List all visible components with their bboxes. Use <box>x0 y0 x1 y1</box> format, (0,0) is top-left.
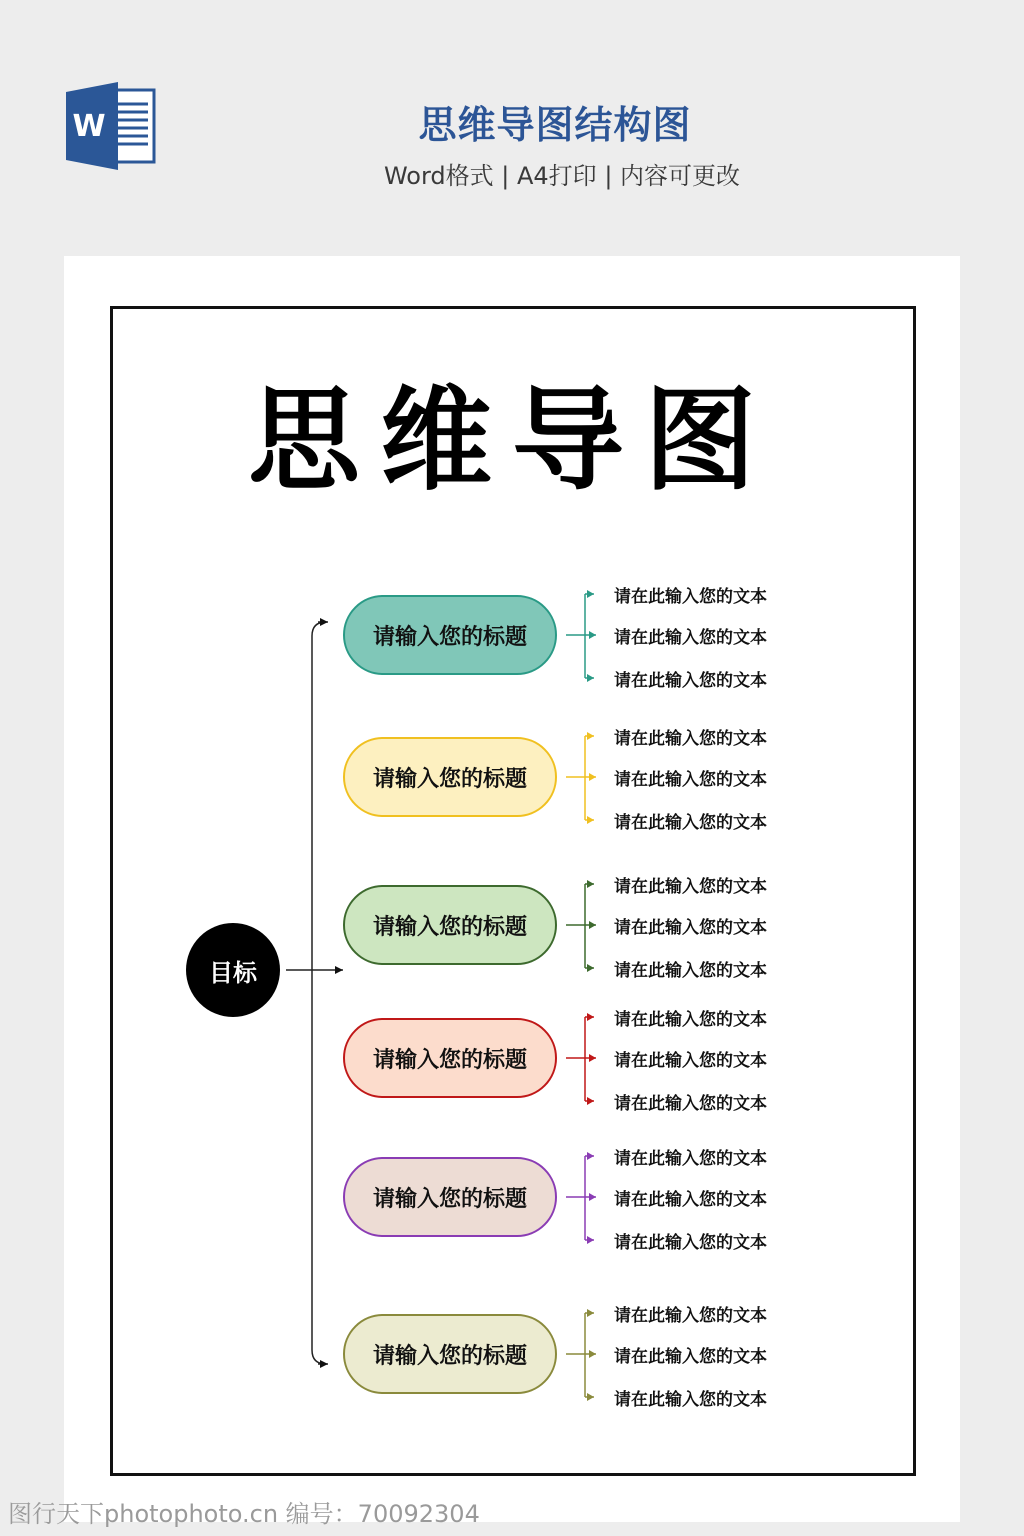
branch-node: 请输入您的标题 <box>343 1018 557 1098</box>
leaf-text: 请在此输入您的文本 <box>614 770 767 790</box>
leaf-text: 请在此输入您的文本 <box>614 628 767 648</box>
leaf-text: 请在此输入您的文本 <box>614 1010 767 1030</box>
document-title: 思维导图 <box>248 376 776 506</box>
branch-node: 请输入您的标题 <box>343 1157 557 1237</box>
branch-lines <box>566 594 596 1397</box>
leaf-text: 请在此输入您的文本 <box>614 877 767 897</box>
branch-node: 请输入您的标题 <box>343 595 557 675</box>
header-title: 思维导图结构图 <box>418 103 692 147</box>
root-node: 目标 <box>186 923 280 1017</box>
leaf-text: 请在此输入您的文本 <box>614 1306 767 1326</box>
leaf-text: 请在此输入您的文本 <box>614 1347 767 1367</box>
leaf-text: 请在此输入您的文本 <box>614 671 767 691</box>
leaf-text: 请在此输入您的文本 <box>614 1390 767 1410</box>
branch-node: 请输入您的标题 <box>343 737 557 817</box>
trunk-line <box>312 622 326 1364</box>
header-subtitle: Word格式 | A4打印 | 内容可更改 <box>383 162 741 190</box>
leaf-text: 请在此输入您的文本 <box>614 1051 767 1071</box>
leaf-text: 请在此输入您的文本 <box>614 961 767 981</box>
leaf-text: 请在此输入您的文本 <box>614 729 767 749</box>
branch-node: 请输入您的标题 <box>343 885 557 965</box>
logo-letter: W <box>72 109 106 144</box>
leaf-text: 请在此输入您的文本 <box>614 1149 767 1169</box>
leaf-text: 请在此输入您的文本 <box>614 1094 767 1114</box>
leaf-text: 请在此输入您的文本 <box>614 1233 767 1253</box>
leaf-text: 请在此输入您的文本 <box>614 918 767 938</box>
watermark: 图行天下photophoto.cn 编号：70092304 <box>8 1500 480 1528</box>
branch-node: 请输入您的标题 <box>343 1314 557 1394</box>
leaf-text: 请在此输入您的文本 <box>614 813 767 833</box>
leaf-text: 请在此输入您的文本 <box>614 587 767 607</box>
leaf-text: 请在此输入您的文本 <box>614 1190 767 1210</box>
